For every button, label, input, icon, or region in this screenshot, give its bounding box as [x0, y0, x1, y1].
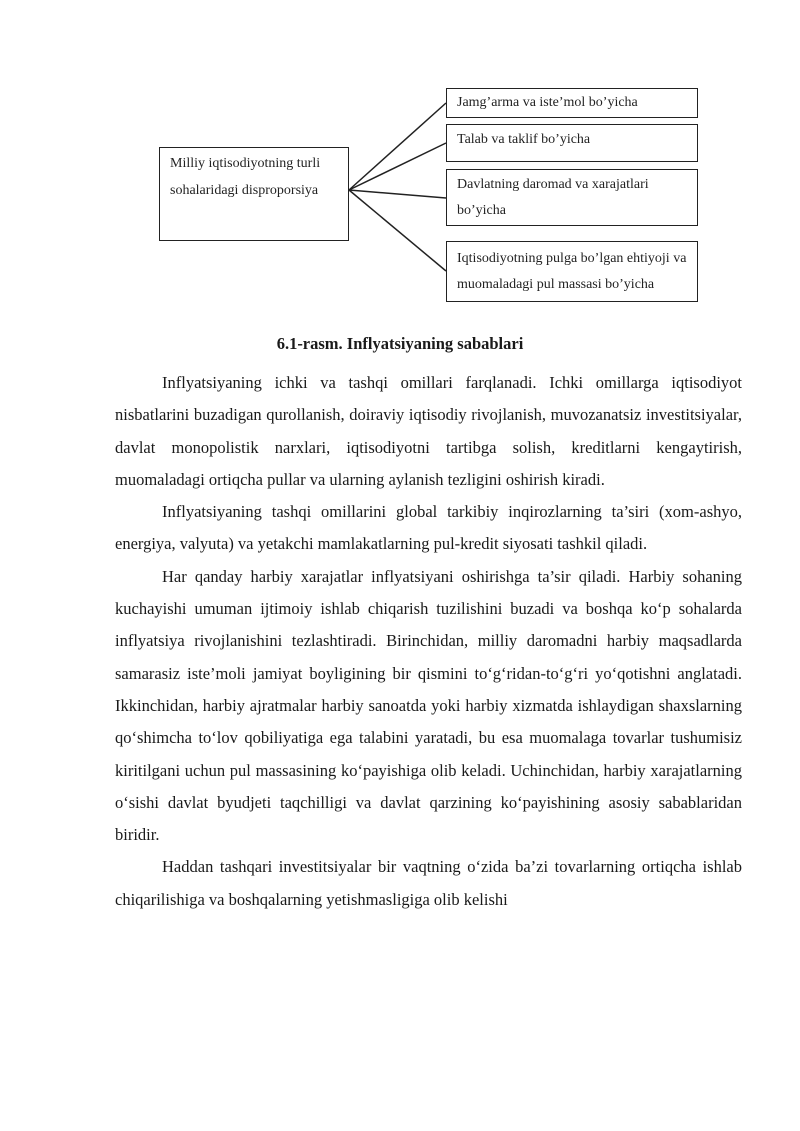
figure-caption: 6.1-rasm. Inflyatsiyaning sabablari	[276, 334, 524, 353]
paragraph: Inflyatsiyaning ichki va tashqi omillari farqlanadi. Ichki omillarga iqtisodiyot nisbatlarini buzadigan qurollanish, doiraviy iqtisodiy rivojlanish, muvozanatsiz investitsiyalar, davlat monopolistik narxlari, iqtisodiyotni tartibga solish, kreditlarni kengaytirish, muomaladagi ortiqcha pullar va ularning aylanish tezligini oshirish kiradi.	[115, 373, 742, 489]
connector-line	[349, 103, 446, 190]
branch-box: Talab va taklif bo’yicha	[446, 124, 698, 162]
connector-line	[349, 143, 446, 190]
branch-box: Jamg’arma va iste’mol bo’yicha	[446, 88, 698, 118]
body-text	[115, 367, 742, 916]
connector-line	[349, 190, 446, 271]
paragraph: Inflyatsiyaning tashqi omillarini global tarkibiy inqirozlarning ta’siri (xom-ashyo, energiya, valyuta) va yetakchi mamlakatlarning pul-kredit siyosati tashkil qiladi.	[115, 502, 742, 554]
main-cause-box: Milliy iqtisodiyotning turli sohalaridagi disproporsiya	[159, 147, 349, 241]
connector-line	[349, 190, 446, 198]
paragraph: Haddan tashqari investitsiyalar bir vaqtning o‘zida ba’zi tovarlarning ortiqcha ishlab chiqarilishiga va boshqalarning yetishmasligiga olib kelishi	[115, 857, 742, 909]
paragraph: Har qanday harbiy xarajatlar inflyatsiyani oshirishga ta’sir qiladi. Harbiy sohaning kuchayishi umuman ijtimoiy ishlab chiqarish tuzilishini buzadi va boshqa ko‘p sohalarda inflyatsiya rivojlanishini tezlashtiradi. Birinchidan, milliy daromadni harbiy maqsadlarda samarasiz iste’moli jamiyat boyligining bir qismini to‘g‘ridan-to‘g‘ri yo‘qotishni anglatadi. Ikkinchidan, harbiy ajratmalar harbiy sanoatda yoki harbiy xizmatda ishlaydigan shaxslarning qo‘shimcha to‘lov qobiliyatiga ega talabini yaratadi, bu esa muomalaga tovarlar tushumisiz kiritilgani uchun pul massasining ko‘payishiga olib keladi. Uchinchidan, harbiy xarajatlarning o‘sishi davlat byudjeti taqchilligi va davlat qarzining ko‘payishining asosiy sabablaridan biridir.	[115, 566, 742, 845]
branch-box: Davlatning daromad va xarajatlari bo’yicha	[446, 169, 698, 226]
causes-diagram	[0, 0, 800, 310]
branch-box: Iqtisodiyotning pulga bo’lgan ehtiyoji va muomaladagi pul massasi bo’yicha	[446, 241, 698, 302]
